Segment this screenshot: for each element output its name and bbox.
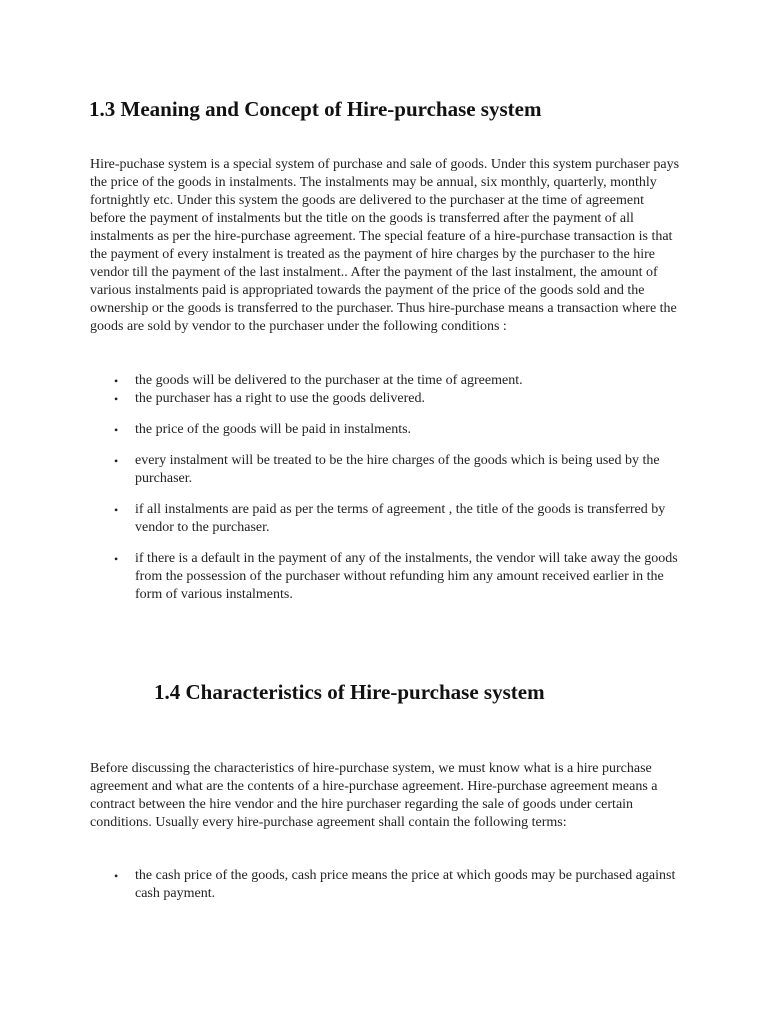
bullet-icon: • [114,552,119,566]
section-heading-characteristics: 1.4 Characteristics of Hire-purchase system [154,680,545,704]
bullet-icon: • [114,503,119,517]
bullet-icon: • [114,423,119,437]
list-item [112,421,682,439]
list-item [112,867,682,903]
list-item-text: if there is a default in the payment of any of the instalments, the vendor will take away the goods from the possession of the purchaser without refunding him any amount received earlier in the form of various instalments. [135,551,678,602]
list-item [112,452,682,488]
bullet-icon: • [114,869,119,883]
agreement-terms-list [112,867,682,903]
list-item [112,372,682,390]
list-item-text: the purchaser has a right to use the goods delivered. [135,391,426,406]
list-item [112,390,682,408]
list-item-text: the cash price of the goods, cash price means the price at which goods may be purchased against cash payment. [135,868,676,901]
list-item-text: the goods will be delivered to the purchaser at the time of agreement. [135,373,523,388]
list-item [112,550,682,604]
list-item-text: every instalment will be treated to be the hire charges of the goods which is being used by the purchaser. [135,453,660,486]
bullet-icon: • [114,392,119,406]
section-heading-meaning-concept: 1.3 Meaning and Concept of Hire-purchase system [89,97,542,121]
list-item-text: if all instalments are paid as per the terms of agreement , the title of the goods is transferred by vendor to the purchaser. [135,502,666,535]
list-item-text: the price of the goods will be paid in instalments. [135,422,412,437]
bullet-icon: • [114,454,119,468]
list-item [112,501,682,537]
section-paragraph-meaning: Hire-puchase system is a special system of purchase and sale of goods. Under this system purchaser pays the price of the goods in instalments. The instalments may be annual, six monthly, quarterly, monthly fortnightly etc. Under this system the goods are delivered to the purchaser at the time of agreement before the payment of instalments but the title on the goods is transferred after the payment of all instalments as per the hire-purchase agreement. The special feature of a hire-purchase transaction is that the payment of every instalment is treated as the payment of hire charges by the purchaser to the hire vendor till the payment of the last instalment.. After the payment of the last instalment, the amount of various instalments paid is appropriated towards the payment of the price of the goods sold and the ownership or the goods is transferred to the purchaser. Thus hire-purchase means a transaction where the goods are sold by vendor to the purchaser under the following conditions : [90,157,680,334]
conditions-list [112,372,682,604]
section-paragraph-characteristics: Before discussing the characteristics of hire-purchase system, we must know what is a hire purchase agreement and what are the contents of a hire-purchase agreement. Hire-purchase agreement means a contract between the hire vendor and the hire purchaser regarding the sale of goods under certain conditions. Usually every hire-purchase agreement shall contain the following terms: [90,761,658,830]
bullet-icon: • [114,374,119,388]
